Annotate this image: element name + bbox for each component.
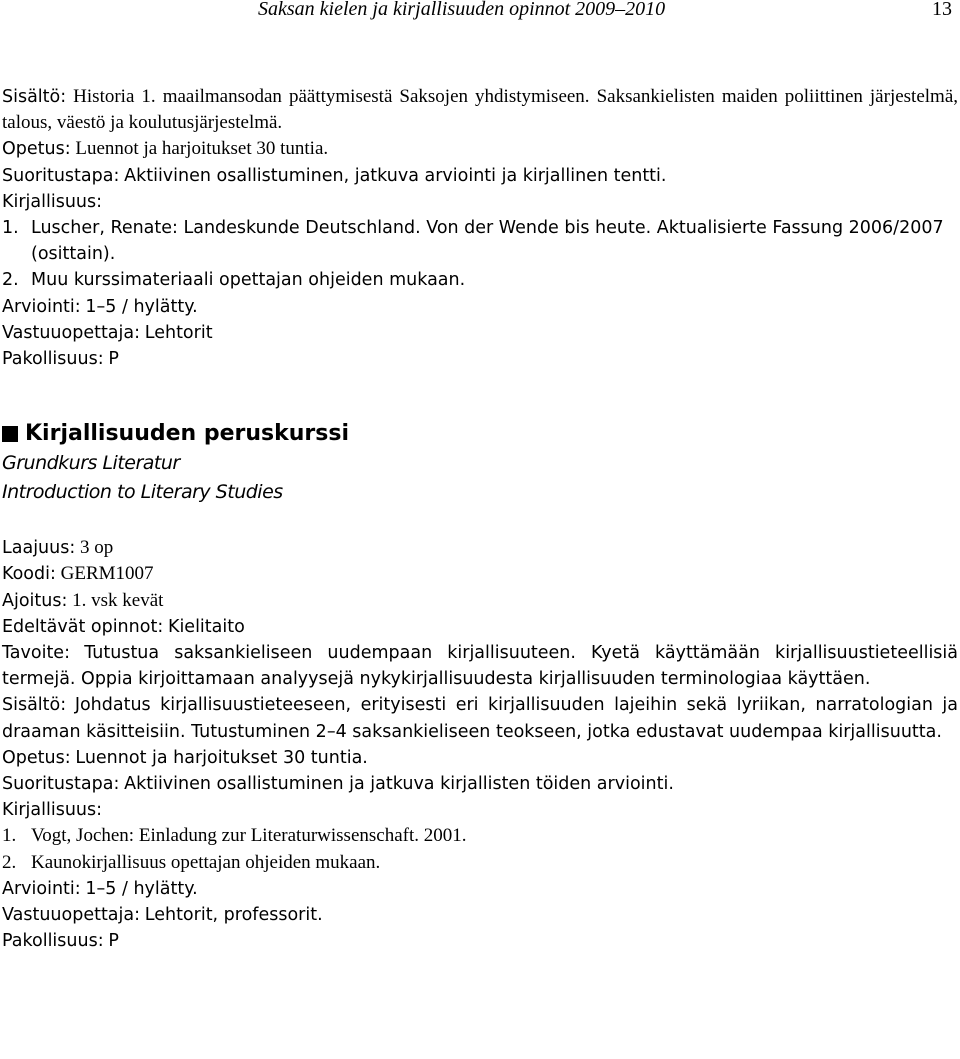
document-body	[2, 84, 958, 954]
pakollisuus-text: P	[108, 931, 119, 952]
pakollisuus-label: Pakollisuus:	[2, 349, 104, 370]
list-item-number: 2.	[2, 270, 19, 291]
kirjallisuus-label: Kirjallisuus:	[2, 800, 103, 821]
sisalto-paragraph	[2, 692, 958, 744]
laajuus-paragraph	[2, 535, 958, 561]
vastuuopettaja-label: Vastuuopettaja:	[2, 322, 141, 343]
suoritustapa-label: Suoritustapa:	[2, 774, 120, 795]
suoritustapa-paragraph	[2, 163, 958, 189]
list-item	[2, 215, 958, 267]
sisalto-label: Sisältö:	[2, 695, 67, 716]
sisalto-text: Historia 1. maailmansodan päättymisestä Saksojen yhdistymiseen. Saksankielisten maiden poliittinen järjestelmä, talous, väestö ja koulutusjärjestelmä.	[2, 86, 958, 134]
vastuuopettaja-text: Lehtorit	[144, 322, 213, 343]
list-item-number: 2.	[2, 851, 17, 873]
sisalto-text: Johdatus kirjallisuustieteeseen, erityisesti eri kirjallisuuden lajeihin sekä lyriikan, narratologian ja draaman käsitteisiin. Tutustuminen 2–4 saksankieliseen teokseen, jotka edustavat uudempaa kirjallisuutta.	[2, 695, 959, 742]
koodi-label: Koodi:	[2, 564, 56, 585]
suoritustapa-text: Aktiivinen osallistuminen ja jatkuva kirjallisten töiden arviointi.	[124, 774, 674, 795]
vastuuopettaja-text: Lehtorit, professorit.	[144, 905, 323, 926]
koodi-paragraph	[2, 561, 958, 587]
arviointi-label: Arviointi:	[2, 878, 81, 899]
arviointi-text: 1–5 / hylätty.	[85, 878, 198, 899]
edeltavat-label: Edeltävät opinnot:	[2, 616, 164, 637]
list-item-number: 1.	[2, 825, 17, 847]
opetus-paragraph	[2, 136, 958, 162]
vastuuopettaja-label: Vastuuopettaja:	[2, 905, 141, 926]
vastuuopettaja-paragraph	[2, 902, 958, 928]
opetus-text: Luennot ja harjoitukset 30 tuntia.	[75, 747, 368, 768]
page-number: 13	[932, 0, 952, 20]
arviointi-label: Arviointi:	[2, 296, 81, 317]
laajuus-text: 3 op	[80, 537, 114, 559]
list-item-number: 1.	[2, 218, 19, 239]
tavoite-text: Tutustua saksankieliseen uudempaan kirjallisuuteen. Kyetä käyttämään kirjallisuustieteellisiä termejä. Oppia kirjoittamaan analyysejä nykykirjallisuudesta kirjallisuuden terminologiaa käyttäen.	[2, 643, 959, 690]
pakollisuus-paragraph	[2, 928, 958, 954]
ajoitus-label: Ajoitus:	[2, 590, 68, 611]
laajuus-label: Laajuus:	[2, 538, 76, 559]
ajoitus-paragraph	[2, 588, 958, 614]
pakollisuus-text: P	[108, 349, 119, 370]
sisalto-label: Sisältö:	[2, 87, 67, 107]
opetus-label: Opetus:	[2, 139, 71, 160]
edeltavat-paragraph	[2, 614, 958, 640]
list-item-text: Kaunokirjallisuus opettajan ohjeiden mukaan.	[31, 851, 381, 873]
pakollisuus-label: Pakollisuus:	[2, 931, 104, 952]
list-item	[2, 823, 958, 849]
ajoitus-text: 1. vsk kevät	[72, 589, 164, 611]
kirjallisuus-label: Kirjallisuus:	[2, 191, 103, 212]
edeltavat-text: Kielitaito	[167, 616, 245, 637]
list-item-text: Muu kurssimateriaali opettajan ohjeiden mukaan.	[31, 270, 466, 291]
opetus-label: Opetus:	[2, 747, 71, 768]
suoritustapa-text: Aktiivinen osallistuminen, jatkuva arviointi ja kirjallinen tentti.	[124, 165, 667, 186]
arviointi-text: 1–5 / hylätty.	[85, 296, 198, 317]
pakollisuus-paragraph	[2, 346, 958, 372]
course-heading	[2, 419, 958, 449]
course-title: Kirjallisuuden peruskurssi	[25, 421, 350, 447]
course-subtitle-german: Grundkurs Literatur	[2, 452, 180, 475]
tavoite-label: Tavoite:	[2, 643, 70, 664]
opetus-paragraph	[2, 745, 958, 771]
list-item-text: Vogt, Jochen: Einladung zur Literaturwissenschaft. 2001.	[31, 825, 467, 847]
list-item	[2, 850, 958, 876]
square-bullet-icon	[2, 426, 18, 442]
tavoite-paragraph	[2, 640, 958, 692]
kirjallisuus-heading	[2, 797, 958, 823]
kirjallisuus-heading	[2, 189, 958, 215]
arviointi-paragraph	[2, 294, 958, 320]
section-gap	[2, 372, 958, 419]
page-header	[0, 0, 960, 20]
arviointi-paragraph	[2, 876, 958, 902]
list-item	[2, 267, 958, 293]
section-gap	[2, 507, 958, 535]
suoritustapa-paragraph	[2, 771, 958, 797]
koodi-text: GERM1007	[60, 563, 154, 585]
header-title: Saksan kielen ja kirjallisuuden opinnot 2009–2010	[258, 0, 666, 20]
suoritustapa-label: Suoritustapa:	[2, 165, 120, 186]
sisalto-paragraph	[2, 84, 958, 136]
opetus-text: Luennot ja harjoitukset 30 tuntia.	[75, 138, 329, 160]
vastuuopettaja-paragraph	[2, 320, 958, 346]
list-item-text: Luscher, Renate: Landeskunde Deutschland. Von der Wende bis heute. Aktualisierte Fassung 2006/2007 (osittain).	[31, 218, 944, 265]
course-subtitle-english: Introduction to Literary Studies	[2, 481, 283, 504]
